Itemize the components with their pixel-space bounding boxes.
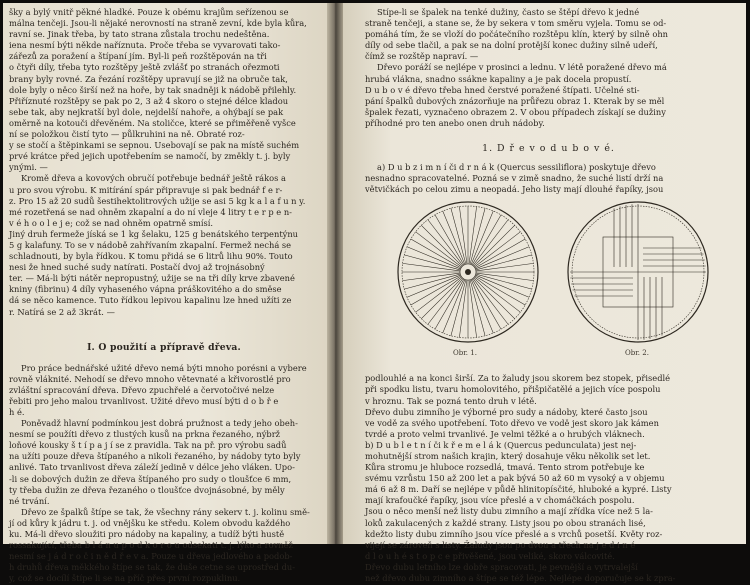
text-line: h druhů dřeva měkkého štípe se tak, že duše cetne se uprostřed du- xyxy=(9,562,296,573)
text-line: d l o u h é s t o p c e přivěšené, jsou veliké, skoro válcovité. xyxy=(365,550,615,561)
text-line: Dřevo ze špalků štípe se tak, že všechny rány sekerv t. j. kolinu smě- xyxy=(21,506,310,517)
text-line: nesmí se j á d r o č i n ě d ř e v a. Pouze u dřeva jedlového a podob- xyxy=(9,551,293,562)
text-line: dá se něco kamence. Tuto řídkou lepivou kapalinu lze hned užíti ze xyxy=(9,295,292,306)
text-line: loků zakulacených z každé strany. Listy jsou po obou stranách lisé, xyxy=(365,517,646,528)
text-line: podlouhlé a na konci širší. Za to žaludy jsou skorem bez stopek, přisedlé xyxy=(365,373,671,384)
text-line: Kůra stromu je hluboce rozsedlá, tmavá. Tento strom potřebuje ke xyxy=(365,462,645,473)
text-line: větvičkách po celou zimu a neopadá. Jeho listy mají dlouhé řapíky, jsou xyxy=(365,184,664,195)
left-paragraph-varnish xyxy=(9,173,319,317)
text-line: sebe tak, aby nejkratší byl dole, nejdelší nahoře, a ohýbají se pak xyxy=(9,106,284,117)
right-section-heading: 1. D ř e v o d u b o v é. xyxy=(482,143,615,155)
text-line: straně tenčeji, a stane se, že by sekera v tom směru vyjela. Tomu se od- xyxy=(365,18,667,29)
text-line: ty třeba dužin ze dřeva řezaného o tloušťce dvojnásobné, by měly xyxy=(9,484,285,495)
text-line: ní se položkou čistí tyto — půlkruhini na ně. Obraté roz- xyxy=(9,129,245,140)
text-line: dole byly o něco širší než na hoře, by tak snadněji k nádobě přilehly. xyxy=(9,84,297,95)
text-line: špalek řezati, vyznačeno obrazem 2. V obou případech získají se dužiny xyxy=(365,106,666,117)
text-line: y, což se docílí štípe li se na příč přes první rozpuklinu. xyxy=(9,573,241,584)
text-line: zářezů za poražení a štípaní jím. Byl-li peň rozštěpován na tři xyxy=(9,51,267,62)
text-line: ter. — Má-li býti nátěr nepropustný, užije se na tři díly krve zbavené xyxy=(9,273,295,284)
figure-2-drawing xyxy=(563,197,713,347)
right-paragraph-oak-description xyxy=(365,373,732,584)
left-section-heading: I. O použití a přípravě dřeva. xyxy=(87,341,241,353)
text-line: nesnadno spracovatelné. Pozná se v zimě snadno, že suché listí drží na xyxy=(365,173,664,184)
text-line: hrubá vlákna, snadno ssákne kapaliny a je pak docela propustí. xyxy=(365,73,632,84)
text-line: v é h o o l e j e; což se nad ohněm opatrně smísí. xyxy=(9,217,214,228)
book-gutter xyxy=(327,3,343,544)
figure-1-caption: Obr. 1. xyxy=(453,349,477,358)
text-line: iena nesmí býti někde naříznuta. Proče třeba se vyvarovati tako- xyxy=(9,40,281,51)
text-line: tvrdé a proto velmi trvanlivé. Je velmi těžké a o hrubých vláknech. xyxy=(365,428,645,439)
text-line: svému vzrůstu 150 až 200 let a pak bývá 50 až 60 m vysoký a v objemu xyxy=(365,473,665,484)
text-line: Dřevo dubu letního lze dobře spracovati, je pevnější a vytrvalejší xyxy=(365,561,638,572)
text-line: né trvání. xyxy=(9,495,50,506)
text-line: -li se dobových dužin ze dřeva štípaného pro sudy o tloušťce 6 mm, xyxy=(9,473,292,484)
text-line: Jiný druh fermeže jíská se 1 kg šelaku, 125 g benátského terpentýnu xyxy=(9,228,299,239)
text-line: z. Pro 15 až 20 sudů šestihektolitrových užije se asi 5 kg k a l a f u n y. xyxy=(9,195,306,206)
text-line: loňové kousky š t í p a j í se z pravidla. Tak na př. pro výrobu sadů xyxy=(9,440,287,451)
text-line: v hroznu. Tak se pozná tento druh v létě. xyxy=(365,395,537,406)
text-line: nesmí se použíti dřevo z tlustých kusů na prkna řezaného, nýbrž xyxy=(9,429,281,440)
left-paragraph-splitting xyxy=(9,507,319,585)
text-line: b) D u b l e t n í či k ř e m e l á k (Quercus pedunculata) jest nej- xyxy=(365,439,637,450)
figures xyxy=(365,197,732,367)
text-line: 5 g kalafuny. To se v nádobě zahřívaním zkapalní. Fermež nechá se xyxy=(9,239,292,250)
right-paragraph-felling xyxy=(365,62,732,129)
figure-1-drawing xyxy=(393,197,543,347)
text-line: při spodku listu, tvaru homolovitého, přišpičatělé a jejich více pospolu xyxy=(365,384,661,395)
right-paragraph-winter-oak xyxy=(365,162,732,195)
text-line: čímž se rozštěp napraví. — xyxy=(365,51,479,62)
right-page xyxy=(343,3,746,583)
left-paragraph-elasticity xyxy=(9,418,319,507)
text-line: rossakující, třeba b l á n u p o d k o r o u odsekati t. j. lýko a rovněž xyxy=(9,540,293,551)
text-line: má 6 až 8 m. Daří se nejlépe v půdě hlinitopísčité, hluboké a kypré. Listy xyxy=(365,484,672,495)
text-line: nesi že hned suché sudy natírati. Postačí dvoj až trojnásobný xyxy=(9,262,265,273)
text-line: šky a bylý vnitř pěkné hladké. Pouze k obému krajům seřízenou se xyxy=(9,7,289,17)
text-line: u pro svou výrobu. K mitírání spár připravuje si pak bednář f e r- xyxy=(9,184,283,195)
text-line: ve vodě za svého upotřebení. Toto dřevo ve vodě jest skoro jak kámen xyxy=(365,417,659,428)
text-line: mé rozetřená se nad ohněm zkapalní a do ní vleje 4 litry t e r p e n- xyxy=(9,206,292,217)
text-line: r. Natírá se 2 až 3krát. — xyxy=(9,306,115,317)
text-line: vijejí se zároveň s listy. Žaludy jsou po dvou a třech na j e d i n é xyxy=(365,539,636,550)
text-line: ku. Má-li dřevo sloužiti pro nádoby na kapaliny, a tudíž býti hustě xyxy=(9,529,285,540)
text-line: mají krafoučké řapíky, jsou více přeslé a v chomáčkách pospolu. xyxy=(365,495,635,506)
text-line: y se stočí a štěpinkami se sepnou. Usebovají se pak na místě suchém xyxy=(9,140,300,151)
text-line: D u b o v é dřevo třeba hned čerstvé poražené štípati. Učelné sti- xyxy=(365,84,640,95)
text-line: řebiti pro jeho malou trvanlivost. Užité dřevo musí býti d o b ř e xyxy=(9,395,279,406)
text-line: jí od kůry k jádru t. j. od vnějšku ke středu. Kolem obvodu každého xyxy=(9,517,291,528)
text-line: anlivé. Tato trvanlivost dřeva záleží jedině v délce jeho vláken. Upo- xyxy=(9,462,295,473)
text-line: prvé krátce před jejich upotřebením se namočí, by změkly t. j. byly xyxy=(9,151,291,162)
text-line: Dřevo dubu zimního je výborné pro sudy a nádoby, které často jsou xyxy=(365,406,648,417)
text-line: ravní se. Jinak třeba, by tato strana zůstala trochu nedeštěna. xyxy=(9,29,270,40)
text-line: Dřevo poráží se nejlépe v prosinci a lednu. V létě poražené dřevo má xyxy=(377,62,667,73)
text-line: Pro práce bednářské užité dřevo nemá býti mnoho porésni a vybere xyxy=(21,362,307,373)
text-line: h é. xyxy=(9,407,25,417)
text-line: než dřevo dubu zimního a štípe se též lépe. Nejlépe doporučuje se k zpra- xyxy=(365,573,676,583)
text-line: příhodné pro ten anebo onen druh nádoby. xyxy=(365,117,545,128)
right-paragraph-splitting xyxy=(365,7,732,62)
figure-2-caption: Obr. 2. xyxy=(625,349,649,358)
text-line: ynými. — xyxy=(9,162,48,173)
text-line: o čtyři díly, třeba tyto rozštěpy ještě zvlášť po stranách ořezmoti xyxy=(9,62,280,73)
text-line: rovně vláknité. Nehodí se dřevo mnoho větevnaté a křivorostlé pro xyxy=(9,373,291,384)
text-line: Poněvadž hlavní podmínkou jest dobrá pružnost a tedy jeho obeh- xyxy=(21,418,298,429)
text-line: brany byly rovné. Za řezání rozštěpy upravují se již na obruče tak, xyxy=(9,73,288,84)
text-line: Stípe-li se špalek na tenké dužiny, často se štěpí dřevo k jedné xyxy=(377,7,640,17)
left-paragraph-top xyxy=(9,7,319,173)
left-paragraph-wood-quality xyxy=(9,363,319,418)
text-line: Kromě dřeva a kovových obručí potřebuje bednář ještě rákos a xyxy=(21,173,286,184)
figure-2-sawn-pattern xyxy=(563,197,713,347)
text-line: oměrně na kotouči dřevěném. Na stoličce, které se přiměřeně vyšce xyxy=(9,117,296,128)
text-line: málna tenčeji. Jsou-li nějaké nerovností na straně zevní, kde byla kůra, xyxy=(9,18,307,29)
text-line: kdežto listy dubu zimního jsou více přeslé a s vrchů posetší. Květy roz- xyxy=(365,528,663,539)
text-line: schladnouti, by byla řídkou. K tomu přidá se 6 litrů lihu 90%. Touto xyxy=(9,251,293,262)
text-line: a) D u b z i m n í či d r n á k (Quercus sessiliflora) poskytuje dřevo xyxy=(377,162,656,173)
text-line: Přiříznuté rozštěpy se pak po 2, 3 až 4 skoro o stejné délce kladou xyxy=(9,95,289,106)
text-line: pání špalků dubových znázorňuje na průřezu obraz 1. Kterak by se měl xyxy=(365,95,665,106)
text-line: zvláštní spracování dřeva. Dřevo zpuchřelé a červotočivé nelze xyxy=(9,384,275,395)
text-line: na užíti pouze dřeva štípaného a nikoli řezaného, by nádoby tyto byly xyxy=(9,451,301,462)
left-page xyxy=(3,3,327,584)
text-line: díly od sebe tlačil, a pak se na dolní protější konec dužiny silně udeří, xyxy=(365,40,658,51)
figure-1-radial-split xyxy=(393,197,543,347)
text-line: kniny (fibrinu) 4 díly vyhaseného vápna práškovitého a do směse xyxy=(9,284,282,295)
text-line: pomáhá tím, že se vloží do počátečního rozštěpu klín, který by silně ohn xyxy=(365,29,669,40)
text-line: Jsou o něco menší než listy dubu zimního a mají zřídka více než 5 la- xyxy=(365,506,653,517)
text-line: mohutnější strom našich krajin, který dosahuje věku několik set let. xyxy=(365,450,651,461)
